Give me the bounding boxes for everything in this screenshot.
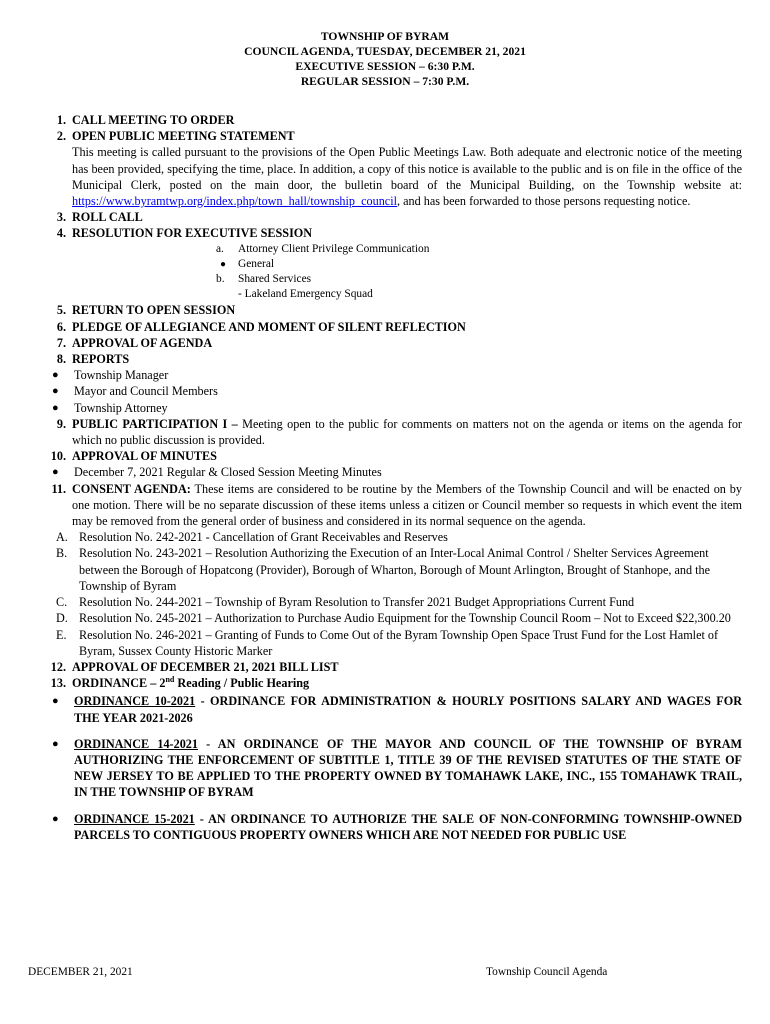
list-item: ● December 7, 2021 Regular & Closed Session Meeting Minutes xyxy=(52,465,382,480)
agenda-item-11 xyxy=(28,481,742,530)
item-number: 12. xyxy=(50,659,66,674)
item-number: 2. xyxy=(56,129,66,144)
agenda-item-3 xyxy=(28,209,742,225)
item-number: 8. xyxy=(56,352,66,367)
item-title: APPROVAL OF AGENDA xyxy=(72,335,213,350)
list-item: ● Mayor and Council Members xyxy=(52,384,218,399)
footer-date: DECEMBER 21, 2021 xyxy=(28,966,133,978)
ordinance-id: ORDINANCE 14-2021 xyxy=(74,736,198,751)
statement-text-end: , and has been forwarded to those persons requesting notice. xyxy=(396,194,691,209)
item-number: 6. xyxy=(56,319,66,334)
executive-session-topics xyxy=(28,242,742,303)
agenda-item-2 xyxy=(28,128,742,209)
exec-topic-b xyxy=(28,272,742,287)
minutes-list xyxy=(28,464,742,480)
item-number: 1. xyxy=(56,113,66,127)
exec-topic-a-bullet xyxy=(28,257,742,272)
list-item: ● Township Attorney xyxy=(52,400,168,415)
item-number: 13. xyxy=(50,676,66,691)
bullet-icon: ● xyxy=(52,401,59,414)
ordinance-14-2021 xyxy=(28,736,742,801)
item-number: 10. xyxy=(50,449,66,464)
item-title: RETURN TO OPEN SESSION xyxy=(72,303,236,318)
item-title: APPROVAL OF DECEMBER 21, 2021 BILL LIST xyxy=(72,659,339,674)
bullet-icon: ● xyxy=(52,812,59,825)
list-item: C. Resolution No. 244-2021 – Township of Byram Resolution to Transfer 2021 Budget Appropriations Current Fund xyxy=(56,595,635,610)
header-township: TOWNSHIP OF BYRAM xyxy=(320,30,450,43)
item-title: PLEDGE OF ALLEGIANCE AND MOMENT OF SILENT REFLECTION xyxy=(72,319,466,334)
consent-agenda-list xyxy=(28,529,742,659)
header-regular-session: REGULAR SESSION – 7:30 P.M. xyxy=(300,75,470,88)
list-letter: B. xyxy=(56,546,68,561)
header-executive-session: EXECUTIVE SESSION – 6:30 P.M. xyxy=(295,60,475,73)
item-number: 3. xyxy=(56,210,66,225)
item-title: CONSENT AGENDA: xyxy=(72,481,191,496)
agenda-item-9 xyxy=(28,416,742,448)
agenda-item-4 xyxy=(28,225,742,241)
item-title: ORDINANCE – 2nd Reading / Public Hearing xyxy=(72,675,310,691)
item-number: 5. xyxy=(56,303,66,318)
agenda-item-12 xyxy=(28,659,742,675)
list-item: ● Township Manager xyxy=(52,368,169,383)
bullet-icon: ● xyxy=(52,695,59,708)
item-number: 7. xyxy=(56,335,66,350)
agenda-list xyxy=(28,112,742,843)
item-text: These items are considered to be routine by the Members of the Township Council and will be enacted on by one motion. There will be no separate discussion of these items unless a citizen or Council member so requests in which event the item may be removed from the general order of business and considered in its normal sequence on the agenda. xyxy=(72,481,742,529)
ordinance-id: ORDINANCE 10-2021 xyxy=(74,694,196,709)
item-title: ROLL CALL xyxy=(72,210,143,225)
reports-list xyxy=(28,367,742,416)
agenda-item-8 xyxy=(28,351,742,367)
agenda-item-13 xyxy=(28,675,742,691)
bullet-icon: ● xyxy=(52,385,59,398)
topic-text: Shared Services xyxy=(238,273,312,286)
township-council-link[interactable]: https://www.byramtwp.org/index.php/town_hall/township_council xyxy=(72,194,397,209)
bullet-icon: ● xyxy=(220,258,227,270)
ordinance-id: ORDINANCE 15-2021 xyxy=(74,811,195,826)
list-letter: D. xyxy=(56,611,68,626)
list-letter: C. xyxy=(56,595,68,610)
exec-topic-a xyxy=(28,242,742,257)
topic-letter: b. xyxy=(216,273,225,286)
item-title: RESOLUTION FOR EXECUTIVE SESSION xyxy=(72,226,313,241)
bullet-icon: ● xyxy=(52,466,59,479)
ordinance-10-2021 xyxy=(28,693,742,725)
item-title: CALL MEETING TO ORDER xyxy=(72,113,235,127)
bullet-icon: ● xyxy=(52,369,59,382)
item-title: PUBLIC PARTICIPATION I – xyxy=(72,416,238,431)
bullet-icon: ● xyxy=(52,737,59,750)
topic-letter: a. xyxy=(216,242,224,255)
footer-title: Township Council Agenda xyxy=(486,966,608,978)
list-letter: E. xyxy=(56,627,67,642)
ordinance-15-2021 xyxy=(28,811,742,843)
list-item: D. Resolution No. 245-2021 – Authorization to Purchase Audio Equipment for the Township Council Room – Not to Exceed $22,300.20 xyxy=(56,611,731,626)
header-agenda-date: COUNCIL AGENDA, TUESDAY, DECEMBER 21, 2021 xyxy=(244,45,526,58)
exec-topic-b-sub xyxy=(28,287,742,302)
agenda-item-7 xyxy=(28,335,742,351)
document-header xyxy=(28,29,742,89)
ordinance-text: - AN ORDINANCE TO AUTHORIZE THE SALE OF NON-CONFORMING TOWNSHIP-OWNED PARCELS TO CONTIGUOUS PROPERTY OWNERS WHICH ARE NOT NEEDED FOR PUBLIC USE xyxy=(74,811,742,842)
item-title: OPEN PUBLIC MEETING STATEMENT xyxy=(72,129,295,144)
topic-text: Attorney Client Privilege Communication xyxy=(238,242,430,255)
list-item: E. Resolution No. 246-2021 – Granting of Funds to Come Out of the Byram Township Open Space Trust Fund for the Lost Hamlet of Byram, Sussex County Historic Marker xyxy=(56,627,719,658)
sub-text: - Lakeland Emergency Squad xyxy=(238,288,373,301)
list-letter: A. xyxy=(56,530,68,545)
list-item: B. Resolution No. 243-2021 – Resolution Authorizing the Execution of an Inter-Local Animal Control / Shelter Services Agreement between the Borough of Hopatcong (Provider), Borough of Wharton, Borough of Mount Arlington, Brought of Stanhope, and the Township of Byram xyxy=(56,546,711,593)
agenda-item-5 xyxy=(28,302,742,318)
list-item: A. Resolution No. 242-2021 - Cancellation of Grant Receivables and Reserves xyxy=(56,530,448,545)
item-title: REPORTS xyxy=(72,352,130,367)
bullet-text: General xyxy=(238,257,275,270)
item-text: Meeting open to the public for comments on matters not on the agenda or items on the agenda for which no public discussion is provided. xyxy=(72,416,742,448)
ordinance-text: - ORDINANCE FOR ADMINISTRATION & HOURLY POSITIONS SALARY AND WAGES FOR THE YEAR 2021-2026 xyxy=(74,694,742,725)
item-title: APPROVAL OF MINUTES xyxy=(72,449,217,464)
ordinance-text: - AN ORDINANCE OF THE MAYOR AND COUNCIL OF THE TOWNSHIP OF BYRAM AUTHORIZING THE ENFORCEMENT OF SUBTITLE 1, TITLE 39 OF THE REVISED STATUTES OF THE STATE OF NEW JERSEY TO BE APPLIED TO THE PROPERTY OWNED BY TOMAHAWK LAKE, INC., 155 TOMAHAWK TRAIL, IN THE TOWNSHIP OF BYRAM xyxy=(74,736,742,800)
agenda-item-6 xyxy=(28,319,742,335)
agenda-item-1 xyxy=(28,112,742,128)
agenda-item-10 xyxy=(28,448,742,464)
item-number: 4. xyxy=(56,226,66,241)
item-number: 11. xyxy=(51,481,66,496)
item-number: 9. xyxy=(56,416,66,431)
open-meeting-statement xyxy=(72,144,742,209)
statement-text: This meeting is called pursuant to the provisions of the Open Public Meetings Law. Both adequate and electronic notice of the meeting has been provided, specifying the time, place. In addition, a copy of this notice is available to the public and is on file in the office of the Municipal Clerk, posted on the main door, the bulletin board of the Municipal Building, on the Township website at: xyxy=(72,145,742,192)
